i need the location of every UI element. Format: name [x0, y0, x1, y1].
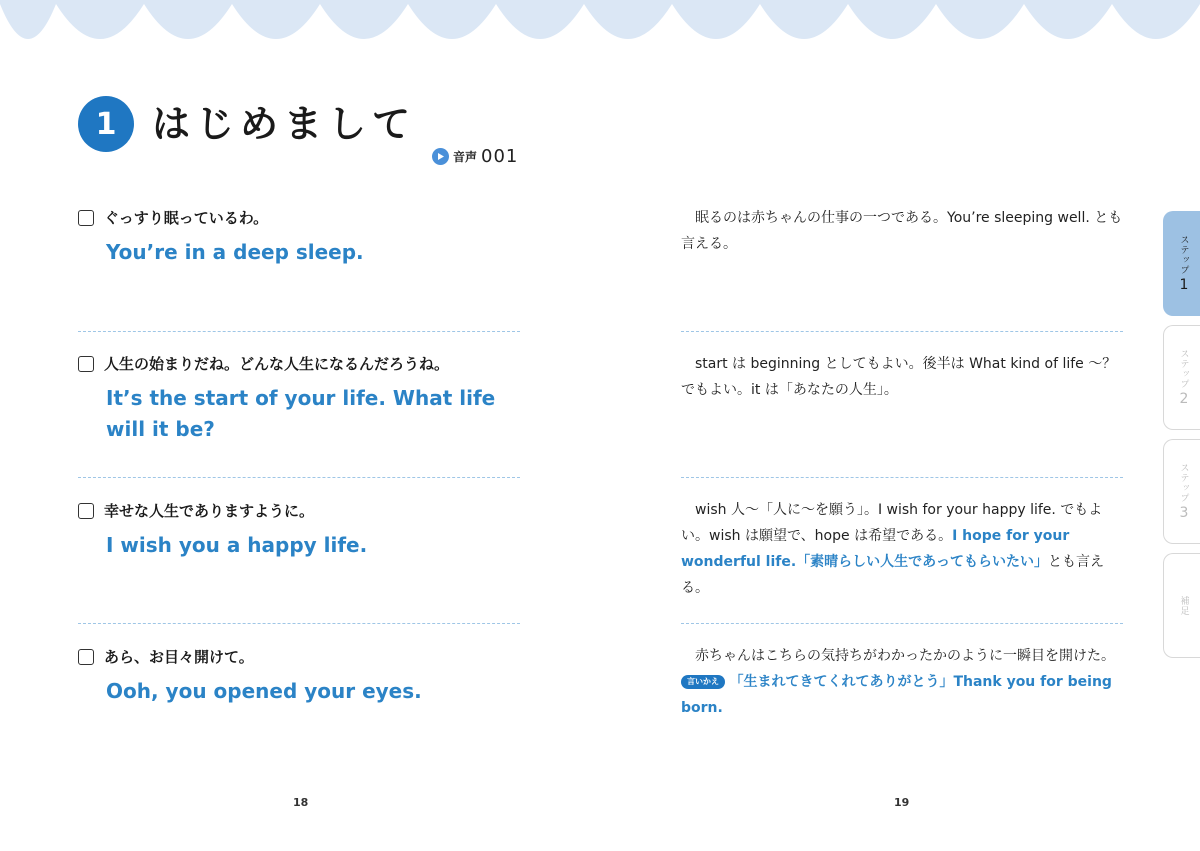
note-text: wish 人～「人に～を願う」。I wish for your happy life. でもよい。wish は願望で、hope は希望である。	[681, 502, 1103, 544]
phrase-item	[78, 207, 523, 268]
alternative-phrase: I hope for your wonderful life.「素晴らしい人生であってもらいたい」	[681, 528, 1070, 570]
tab-step-2[interactable]	[1163, 325, 1200, 430]
audio-number: 001	[481, 146, 519, 167]
japanese-phrase: ぐっすり眠っているわ。	[104, 209, 269, 227]
tab-label: ステップ	[1178, 462, 1189, 503]
english-phrase: It’s the start of your life. What life will it be?	[106, 386, 496, 441]
explanation-note: start は beginning としてもよい。後半は What kind of life ～？でもよい。it は「あなたの人生」。	[681, 356, 1117, 398]
lesson-title: はじめまして	[152, 102, 417, 146]
phrase-item	[78, 500, 523, 561]
divider	[681, 477, 1123, 478]
tab-number: 3	[1179, 504, 1189, 521]
japanese-phrase: 人生の始まりだね。どんな人生になるんだろうね。	[104, 355, 450, 373]
phrase-item	[78, 353, 523, 445]
english-phrase: You’re in a deep sleep.	[106, 240, 364, 264]
page-number-left: 18	[293, 796, 309, 809]
tab-number: 2	[1179, 390, 1189, 407]
tab-label: 補足	[1178, 595, 1189, 616]
phrase-checkbox[interactable]	[78, 503, 94, 519]
explanation-note	[681, 643, 1123, 721]
divider	[78, 477, 520, 478]
tab-supplement[interactable]	[1163, 553, 1200, 658]
audio-track[interactable]	[432, 146, 518, 167]
tab-label: ステップ	[1178, 234, 1189, 275]
tab-step-1[interactable]	[1163, 211, 1200, 316]
divider	[78, 623, 520, 624]
tab-number: 1	[1179, 276, 1189, 293]
phrase-checkbox[interactable]	[78, 210, 94, 226]
phrase-item	[78, 646, 523, 707]
divider	[681, 623, 1123, 624]
lesson-number-badge	[78, 96, 134, 152]
explanation-note	[681, 497, 1123, 601]
explanation-note: 眠るのは赤ちゃんの仕事の一つである。You’re sleeping well. とも言える。	[681, 210, 1123, 252]
lesson-number: 1	[95, 106, 117, 142]
note-text: とも言える。	[681, 554, 1105, 596]
english-phrase: I wish you a happy life.	[106, 533, 368, 557]
japanese-phrase: あら、お目々開けて。	[104, 648, 254, 666]
note-text: 赤ちゃんはこちらの気持ちがわかったかのように一瞬目を開けた。	[695, 648, 1115, 664]
scalloped-header-border	[0, 0, 1200, 48]
tab-label: ステップ	[1178, 348, 1189, 389]
page-number-right: 19	[894, 796, 910, 809]
japanese-phrase: 幸せな人生でありますように。	[104, 502, 315, 520]
audio-label: 音声	[453, 150, 478, 164]
alternative-phrase: 「生まれてきてくれてありがとう」Thank you for being born.	[681, 674, 1112, 716]
play-icon[interactable]	[432, 148, 449, 165]
divider	[681, 331, 1123, 332]
phrase-checkbox[interactable]	[78, 356, 94, 372]
phrase-checkbox[interactable]	[78, 649, 94, 665]
rephrase-badge: 言いかえ	[681, 675, 725, 689]
english-phrase: Ooh, you opened your eyes.	[106, 679, 422, 703]
tab-step-3[interactable]	[1163, 439, 1200, 544]
divider	[78, 331, 520, 332]
